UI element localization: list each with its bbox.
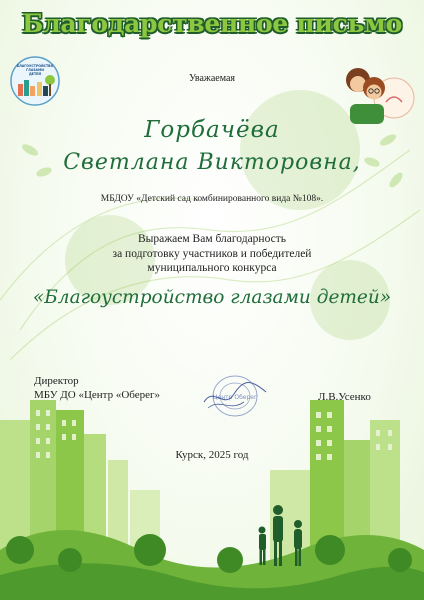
svg-text:Центр Оберег: Центр Оберег — [212, 394, 258, 401]
signer-name: Л.В.Усенко — [318, 391, 371, 403]
svg-text:БЛАГОУСТРОЙСТВО: БЛАГОУСТРОЙСТВО — [16, 64, 54, 68]
thanks-text — [0, 232, 424, 276]
svg-text:ГЛАЗАМИ: ГЛАЗАМИ — [26, 68, 44, 72]
recipient-organization: МБДОУ «Детский сад комбинированного вида №108». — [100, 194, 324, 204]
certificate-title: Благодарственное письмо — [22, 9, 402, 38]
director-organization: МБУ ДО «Центр «Оберег» — [34, 389, 161, 401]
header-banner — [0, 0, 424, 52]
place-and-date: Курск, 2025 год — [175, 449, 249, 461]
signature-stamp — [200, 372, 270, 420]
thanks-line: за подготовку участников и победителей — [112, 247, 312, 260]
thanks-line: Выражаем Вам благодарность — [137, 233, 286, 245]
svg-text:ДЕТЕЙ: ДЕТЕЙ — [28, 72, 42, 76]
contest-name: «Благоустройство глазами детей» — [32, 287, 392, 308]
director-block — [34, 374, 160, 402]
recipient-surname: Горбачёва — [144, 117, 280, 143]
greeting: Уважаемая — [188, 73, 236, 84]
city-skyline-illustration — [0, 400, 424, 600]
director-title: Директор — [34, 375, 79, 387]
recipient-given-names: Светлана Викторовна, — [63, 150, 361, 175]
thanks-line: муниципального конкурса — [147, 262, 277, 274]
